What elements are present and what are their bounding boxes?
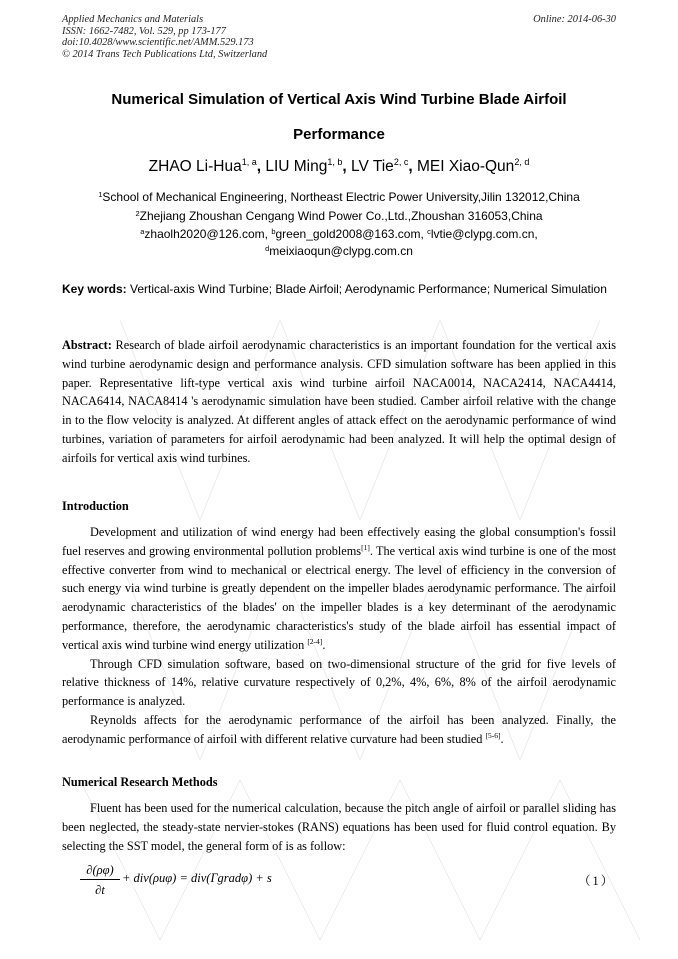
citation[interactable]: [1] (361, 542, 370, 552)
equation-fraction (80, 862, 120, 898)
author-sup: 2, d (514, 157, 530, 167)
keywords-text: Vertical-axis Wind Turbine; Blade Airfoil; Aerodynamic Performance; Numerical Simulation (126, 282, 607, 296)
journal-name: Applied Mechanics and Materials (62, 14, 204, 25)
journal-issn: ISSN: 1662-7482, Vol. 529, pp 173-177 (62, 25, 226, 37)
citation[interactable]: [5-6] (485, 730, 501, 740)
equation-numerator: ∂(ρφ) (86, 863, 114, 877)
abstract-text: Research of blade airfoil aerodynamic characteristics is an important foundation for the vertical axis wind turbine aerodynamic design and performance analysis. CFD simulation software has been applied in this paper. Representative lift-type vertical axis wind turbine airfoil NACA0014, NACA2414, NACA4414, NACA6414, NACA8414 's aerodynamic simulation have been studied. Camber airfoil relative with the change in to the flow velocity is analyzed. At different angles of attack effect on the aerodynamic performance of wind turbines, variation of parameters for airfoil aerodynamic had been analyzed. It will help the optimal design of airfoils for vertical axis wind turbines. (62, 338, 616, 465)
author-sup: 2, c (393, 157, 409, 167)
author-sup: 1, a (241, 157, 257, 167)
journal-doi: doi:10.4028/www.scientific.net/AMM.529.173 (62, 37, 254, 49)
email-link[interactable]: meixiaoqun@clypg.com.cn (269, 244, 413, 258)
paragraph: Through CFD simulation software, based on two-dimensional structure of the grid for five levels of relative thickness of 14%, relative curvature respectively of 0,2%, 4%, 6%, 8% of the airfoil aerodynamic performance is analyzed. (62, 656, 616, 709)
author-email-d: $^d$meixiaoqun@clypg.com.cn (265, 244, 413, 258)
citation[interactable]: [2-4] (307, 636, 323, 646)
paragraph: Development and utilization of wind energy had been effectively easing the global consumption's fossil fuel reserves and growing environmental pollution problems[1]. The vertical axis wind turbine is one of the most effective converter from wind to mechanical or electrical energy. The level of efficiency in the conversion of such energy via wind turbine is greatly dependent on the impeller blades aerodynamic performance. The airfoil aerodynamic characteristics of the blades' on the impeller blades is a key determinant of the aerodynamic performance, therefore, the aerodynamic characteristics's study of the blade airfoil has essential impact of vertical axis wind turbine wind energy utilization [2-4]. (62, 525, 616, 652)
journal-copyright: © 2014 Trans Tech Publications Ltd, Switzerland (62, 48, 268, 60)
email-link[interactable]: zhaolh2020@126.com, (144, 227, 272, 241)
methods-body (62, 799, 616, 855)
abstract-label: Abstract: (62, 338, 112, 352)
author-sup: 1, b (327, 157, 343, 167)
equation-denominator: ∂t (95, 883, 105, 897)
keywords (62, 281, 616, 298)
online-date: Online: 2014-06-30 (533, 14, 616, 25)
author-name: MEI Xiao-Qun (416, 158, 515, 175)
equation-terms: + div(ρuφ) = div(Γgradφ) + s (122, 871, 272, 885)
section-heading-introduction: Introduction (62, 499, 129, 513)
author-emails: $^a$zhaolh2020@126.com, $^b$green_gold2008@163.com, $^c$lvtie@clypg.com.cn, (140, 227, 538, 241)
paragraph: Reynolds affects for the aerodynamic performance of the airfoil has been analyzed. Finally, the aerodynamic performance of airfoil with different relative curvature had been studied [5-6]. (62, 712, 616, 746)
author-list: ZHAO Li-Hua$^{1, a}$, LIU Ming$^{1, b}$, LV Tie$^{2, c}$, MEI Xiao-Qun$^{2, d}$ (148, 157, 530, 175)
author-name: ZHAO Li-Hua (148, 158, 242, 175)
author-name: LV Tie (351, 158, 394, 175)
affiliation-2: $^2$Zhejiang Zhoushan Cengang Wind Power Co.,Ltd.,Zhoushan 316053,China (135, 209, 543, 223)
abstract (62, 336, 616, 468)
email-link[interactable]: lvtie@clypg.com.cn, (430, 227, 538, 241)
keywords-label: Key words: (62, 282, 127, 296)
author-name: LIU Ming (265, 158, 328, 175)
email-link[interactable]: green_gold2008@163.com, (275, 227, 428, 241)
journal-info (62, 14, 267, 60)
paragraph: Fluent has been used for the numerical calculation, because the pitch angle of airfoil or parallel sliding has been neglected, the steady-state nervier-stokes (RANS) equations has been used for fluid control equation. By selecting the SST model, the general form of is as follow: (62, 801, 616, 853)
section-heading-methods: Numerical Research Methods (62, 775, 218, 789)
paper-title-line-2: Performance (293, 126, 385, 143)
paper-title-line-1: Numerical Simulation of Vertical Axis Wind Turbine Blade Airfoil (111, 91, 567, 108)
affiliation-1: $^1$School of Mechanical Engineering, Northeast Electric Power University,Jilin 132012,China (98, 190, 580, 204)
equation-number: （1） (578, 874, 615, 888)
introduction-body (62, 523, 616, 749)
